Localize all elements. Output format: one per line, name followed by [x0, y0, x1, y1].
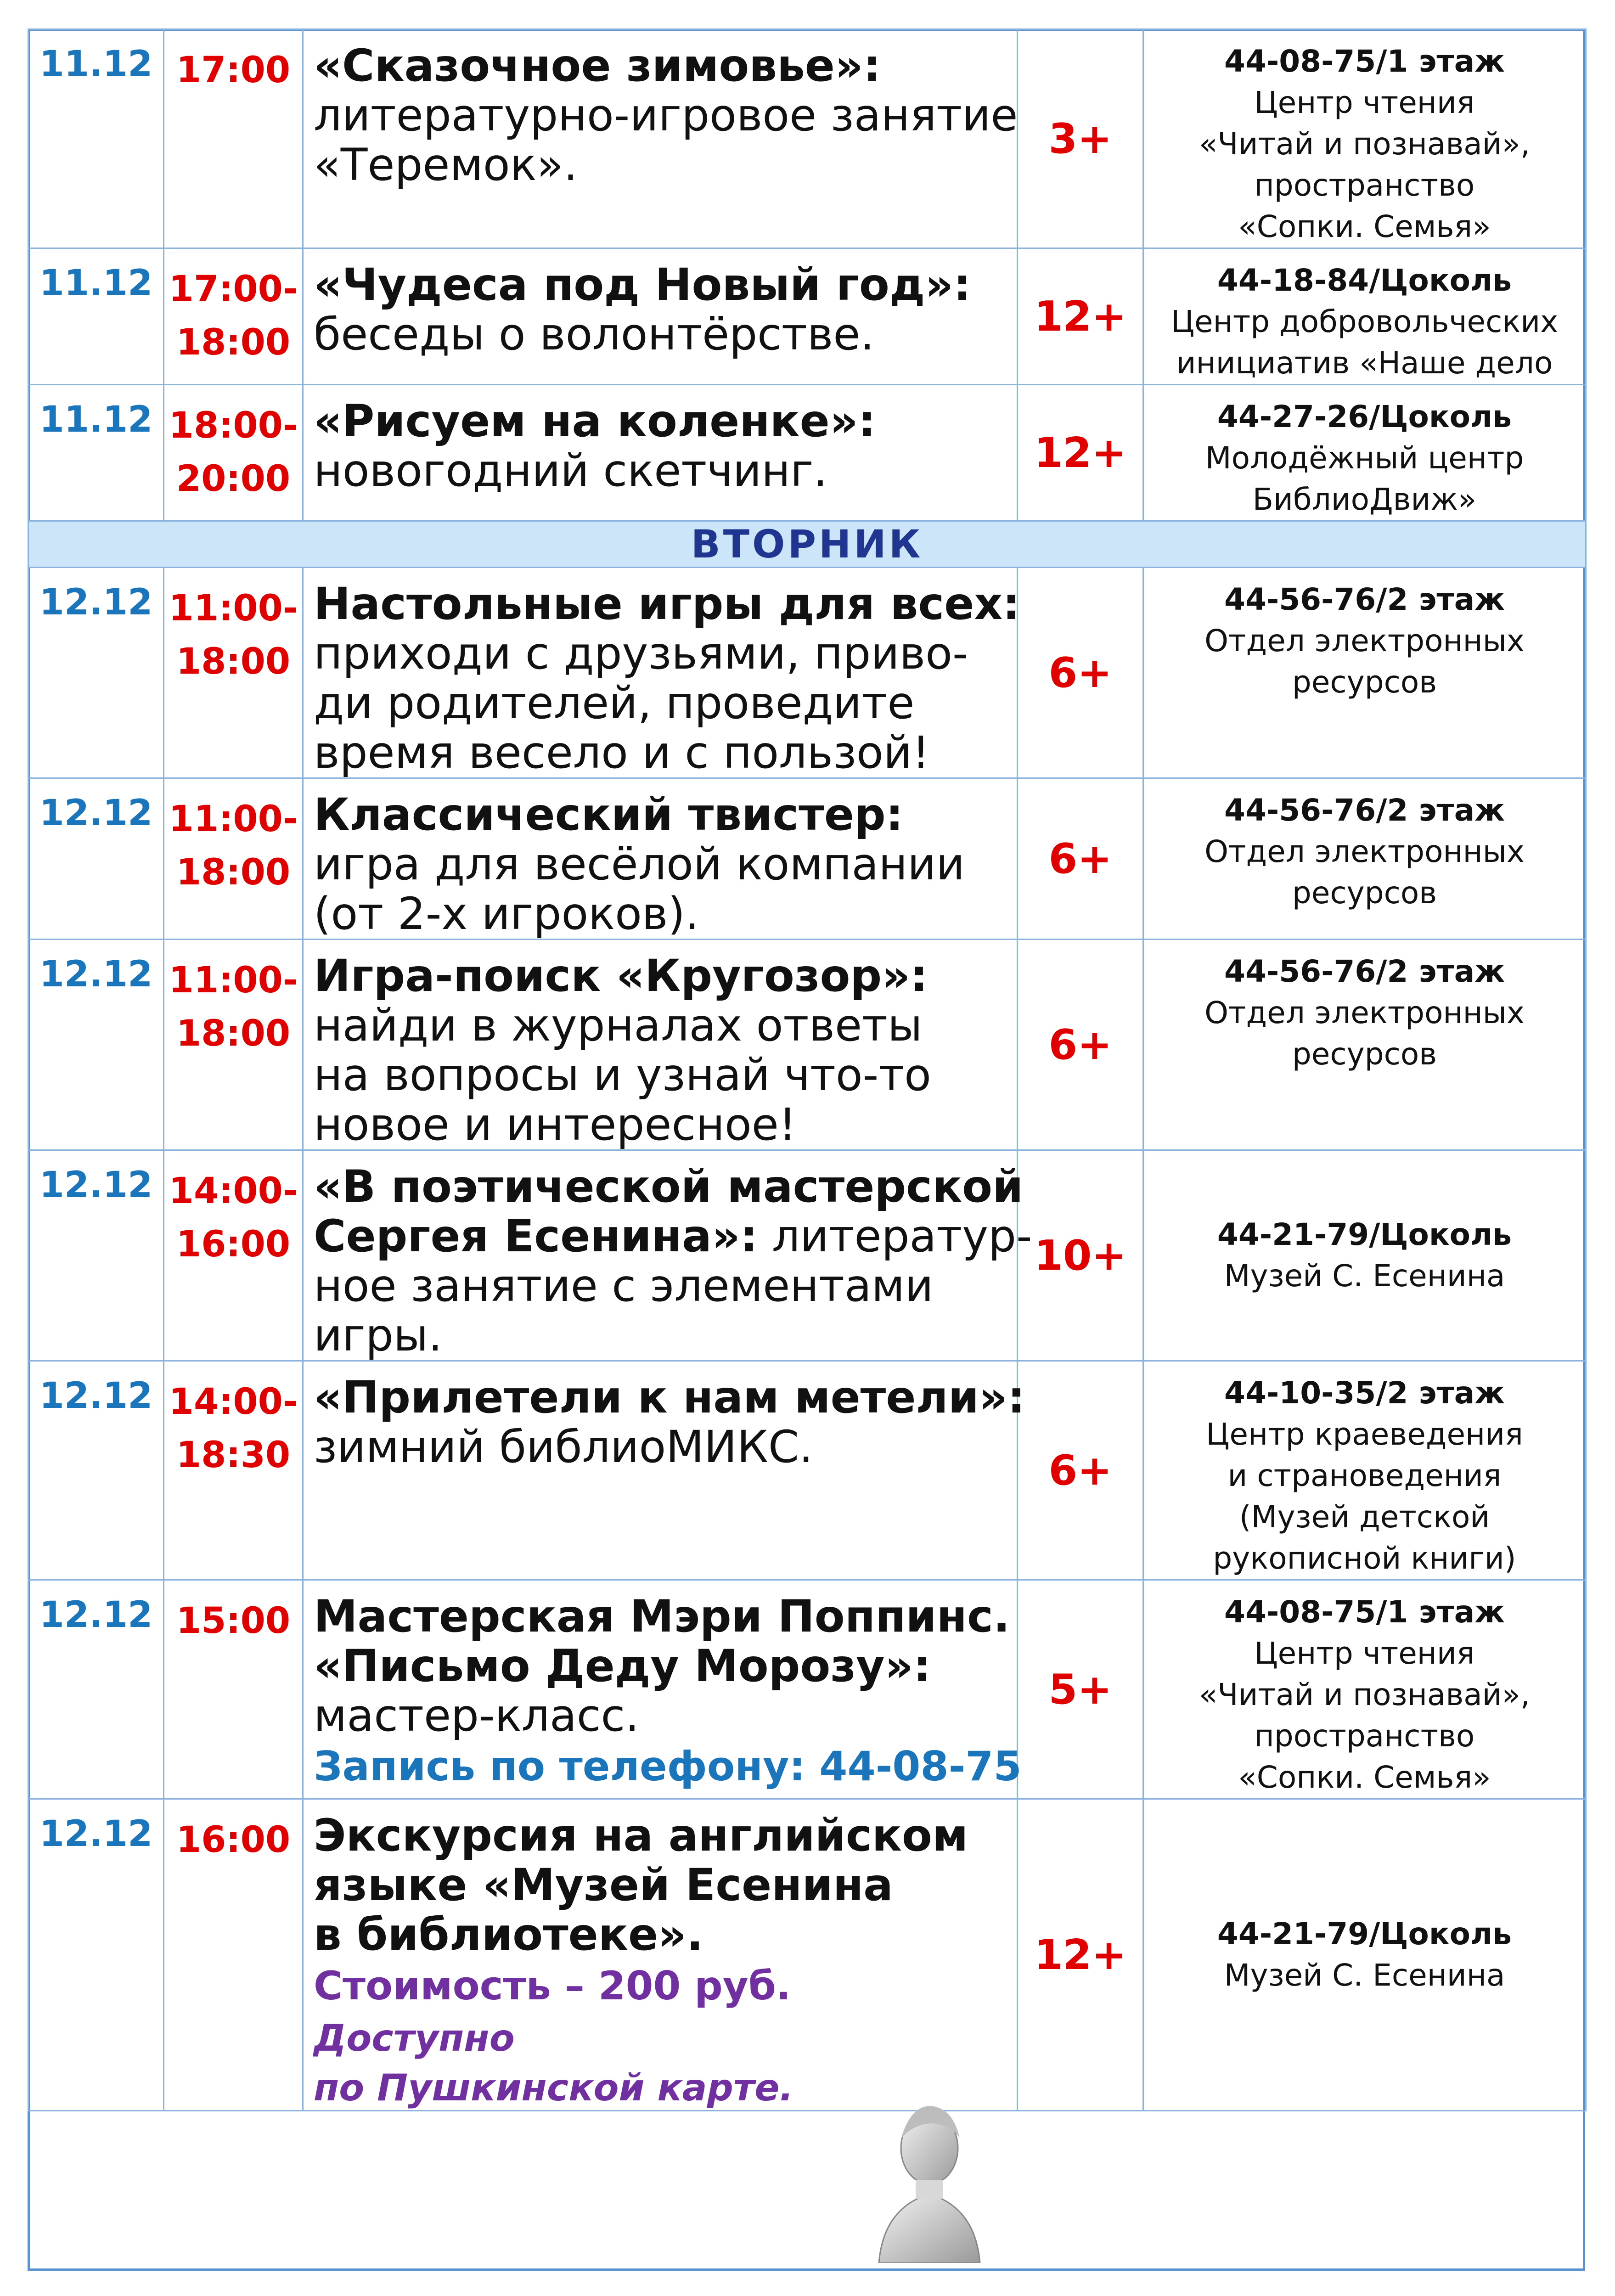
title-line	[314, 1641, 1007, 1691]
time-line: 18:30	[176, 1435, 291, 1476]
title-line	[314, 90, 1018, 141]
title-text: «Теремок».	[314, 139, 578, 191]
event-date: 12.12	[28, 1150, 164, 1361]
title-text: приходи с друзьями, приво-	[314, 628, 968, 679]
table-row	[28, 385, 1586, 521]
title-line	[314, 1372, 1025, 1423]
title-line	[314, 2011, 1007, 2060]
title-line	[314, 140, 1007, 190]
location-line: ресурсов	[1292, 664, 1437, 700]
location-line: Молодёжный центр	[1205, 440, 1524, 476]
age-rating: 6+	[1018, 778, 1143, 940]
title-line	[314, 1100, 1007, 1149]
age-rating: 6+	[1018, 1361, 1143, 1580]
location-phone: 44-21-79/Цоколь	[1217, 1916, 1512, 1952]
event-date: 12.12	[28, 1580, 164, 1799]
event-time	[164, 1150, 303, 1361]
title-text: Доступно	[314, 2017, 515, 2060]
location-line: пространство	[1254, 1718, 1475, 1754]
location-phone: 44-18-84/Цоколь	[1217, 263, 1512, 298]
event-date: 11.12	[28, 29, 164, 248]
title-line	[314, 446, 1007, 495]
event-location	[1143, 385, 1586, 521]
event-title	[303, 1799, 1018, 2111]
location-phone: 44-08-75/1 этаж	[1224, 44, 1505, 79]
time-line: 14:00-	[169, 1171, 298, 1212]
title-line	[314, 1691, 1007, 1740]
title-line	[314, 839, 1007, 889]
title-text: Сергея Есенина»:	[314, 1210, 758, 1262]
time-line: 16:00	[176, 1224, 291, 1265]
event-title	[303, 1150, 1032, 1361]
age-rating: 3+	[1018, 29, 1143, 248]
title-line	[314, 1591, 1010, 1642]
time-line: 14:00-	[169, 1381, 298, 1423]
location-phone: 44-56-76/2 этаж	[1224, 582, 1505, 617]
location-phone: 44-56-76/2 этаж	[1224, 793, 1505, 828]
location-line: и страноведения	[1227, 1458, 1502, 1493]
title-line	[314, 1050, 1007, 1100]
location-line: инициатив «Наше дело	[1176, 345, 1553, 381]
title-text: «В поэтической мастерской	[314, 1161, 1024, 1212]
title-line	[314, 951, 1007, 1001]
title-text: Экскурсия на английском	[314, 1810, 968, 1861]
event-location	[1143, 1150, 1586, 1361]
event-title	[303, 29, 1018, 248]
time-line: 17:00	[176, 50, 291, 91]
event-time	[164, 1361, 303, 1580]
title-text: литературно-игровое занятие	[314, 90, 1018, 141]
event-location	[1143, 1799, 1586, 2111]
title-text: ное занятие с элементами	[314, 1260, 934, 1311]
title-rest: литератур-	[758, 1210, 1032, 1262]
event-time	[164, 29, 303, 248]
title-text: Настольные игры для всех:	[314, 578, 1020, 630]
age-rating: 12+	[1018, 385, 1143, 521]
title-text: зимний библиоМИКС.	[314, 1421, 813, 1473]
time-line: 16:00	[176, 1819, 291, 1861]
table-row	[28, 248, 1586, 385]
event-date: 11.12	[28, 385, 164, 521]
event-location	[1143, 1361, 1586, 1580]
title-text: языке «Музей Есенина	[314, 1859, 893, 1911]
location-line: Отдел электронных	[1204, 623, 1525, 658]
title-text: на вопросы и узнай что-то	[314, 1049, 931, 1101]
title-text: ди родителей, проведите	[314, 677, 915, 729]
event-location	[1143, 1580, 1586, 1799]
table-row	[28, 940, 1586, 1150]
location-line: Отдел электронных	[1204, 834, 1525, 869]
time-line: 17:00-	[169, 269, 298, 310]
title-text: беседы о волонтёрстве.	[314, 309, 874, 360]
title-line	[314, 41, 1007, 90]
title-line	[314, 678, 1007, 728]
event-date: 12.12	[28, 940, 164, 1150]
location-line: (Музей детской	[1239, 1499, 1490, 1535]
title-text: новогодний скетчинг.	[314, 445, 827, 496]
location-phone: 44-27-26/Цоколь	[1217, 399, 1512, 434]
title-text: «Письмо Деду Морозу»:	[314, 1640, 931, 1692]
title-text: найди в журналах ответы	[314, 1000, 923, 1051]
table-row	[28, 1799, 1586, 2111]
event-title	[303, 778, 1018, 940]
time-line: 20:00	[176, 458, 291, 500]
age-rating: 5+	[1018, 1580, 1143, 1799]
age-rating: 12+	[1018, 1799, 1143, 2111]
title-line	[314, 889, 1007, 939]
title-line	[314, 1422, 1007, 1472]
title-line	[314, 1001, 1007, 1050]
title-text: (от 2-х игроков).	[314, 888, 699, 940]
event-location	[1143, 248, 1586, 385]
event-title	[303, 248, 1018, 385]
location-line: «Читай и познавай»,	[1199, 126, 1530, 162]
location-line: «Сопки. Семья»	[1238, 209, 1491, 244]
location-line: Центр чтения	[1254, 1636, 1475, 1671]
location-phone: 44-10-35/2 этаж	[1224, 1375, 1505, 1411]
table-row	[28, 778, 1586, 940]
location-phone: 44-56-76/2 этаж	[1224, 954, 1505, 989]
title-line	[314, 1860, 1007, 1910]
event-location	[1143, 940, 1586, 1150]
time-line: 18:00	[176, 852, 291, 893]
title-text: «Сказочное зимовье»:	[314, 40, 881, 91]
table-row	[28, 29, 1586, 248]
location-line: «Читай и познавай»,	[1199, 1677, 1530, 1712]
location-line: ресурсов	[1292, 1036, 1437, 1072]
title-text: «Рисуем на коленке»:	[314, 395, 876, 447]
table-row	[28, 1150, 1586, 1361]
location-line: Центр чтения	[1254, 85, 1475, 120]
title-text: Запись по телефону: 44-08-75	[314, 1743, 1022, 1790]
time-line: 18:00	[176, 641, 291, 682]
schedule-table	[28, 28, 1587, 2111]
time-line: 18:00	[176, 322, 291, 363]
location-phone: 44-21-79/Цоколь	[1217, 1217, 1512, 1252]
event-location	[1143, 568, 1586, 778]
title-line	[314, 1311, 1007, 1360]
event-title	[303, 568, 1018, 778]
title-line	[314, 260, 1007, 310]
title-line	[314, 1959, 1007, 2011]
time-line: 11:00-	[169, 960, 298, 1001]
event-time	[164, 1799, 303, 2111]
event-time	[164, 385, 303, 521]
title-line	[314, 1740, 1022, 1791]
title-line	[314, 1811, 1007, 1860]
title-text: в библиотеке».	[314, 1909, 703, 1960]
title-line	[314, 1161, 1024, 1212]
location-line: ресурсов	[1292, 875, 1437, 911]
title-line	[314, 629, 1007, 678]
title-text: время весело и с пользой!	[314, 727, 930, 778]
location-line: Музей С. Есенина	[1224, 1958, 1505, 1993]
day-header-row	[28, 521, 1586, 568]
title-line	[314, 728, 1007, 777]
pushkin-bust-icon	[847, 2098, 1012, 2263]
location-line: БиблиоДвиж»	[1252, 482, 1477, 517]
title-text: «Чудеса под Новый год»:	[314, 259, 971, 310]
title-text: Стоимость – 200 руб.	[314, 1963, 791, 2009]
location-line: «Сопки. Семья»	[1238, 1760, 1491, 1795]
age-rating: 10+	[1018, 1150, 1143, 1361]
location-line: Музей С. Есенина	[1224, 1258, 1505, 1294]
location-line: Отдел электронных	[1204, 995, 1525, 1030]
day-header: ВТОРНИК	[28, 521, 1586, 568]
title-text: Игра-поиск «Кругозор»:	[314, 950, 928, 1002]
time-line: 18:00-	[169, 405, 298, 446]
time-line: 15:00	[176, 1600, 291, 1642]
event-date: 11.12	[28, 248, 164, 385]
title-line	[314, 1910, 1007, 1959]
time-line: 11:00-	[169, 588, 298, 629]
table-row	[28, 568, 1586, 778]
time-line: 11:00-	[169, 799, 298, 840]
location-phone: 44-08-75/1 этаж	[1224, 1594, 1505, 1630]
event-title	[303, 385, 1018, 521]
title-text: Классический твистер:	[314, 789, 904, 840]
location-line: Центр краеведения	[1206, 1417, 1523, 1452]
title-line	[314, 1210, 1032, 1262]
title-text: новое и интересное!	[314, 1099, 797, 1150]
age-rating: 12+	[1018, 248, 1143, 385]
title-line	[314, 310, 1007, 359]
time-line: 18:00	[176, 1013, 291, 1054]
location-line: пространство	[1254, 168, 1475, 203]
location-line: Центр добровольческих	[1170, 304, 1559, 339]
location-line: рукописной книги)	[1213, 1541, 1516, 1576]
event-title	[303, 1361, 1025, 1580]
title-text: игра для весёлой компании	[314, 838, 965, 890]
title-text: Мастерская Мэри Поппинс.	[314, 1591, 1010, 1642]
event-date: 12.12	[28, 778, 164, 940]
age-rating: 6+	[1018, 568, 1143, 778]
title-text: по Пушкинской карте.	[314, 2066, 793, 2109]
event-time	[164, 778, 303, 940]
event-location	[1143, 29, 1586, 248]
title-text: мастер-класс.	[314, 1690, 639, 1741]
age-rating: 6+	[1018, 940, 1143, 1150]
title-line	[314, 396, 1007, 446]
title-text: «Прилетели к нам метели»:	[314, 1372, 1025, 1423]
event-time	[164, 568, 303, 778]
table-row	[28, 1580, 1586, 1799]
event-location	[1143, 778, 1586, 940]
event-time	[164, 248, 303, 385]
event-date: 12.12	[28, 568, 164, 778]
event-time	[164, 1580, 303, 1799]
event-title	[303, 1580, 1022, 1799]
title-line	[314, 1261, 1007, 1311]
table-row	[28, 1361, 1586, 1580]
event-title	[303, 940, 1018, 1150]
event-time	[164, 940, 303, 1150]
event-date: 12.12	[28, 1361, 164, 1580]
title-line	[314, 578, 1020, 630]
title-text: игры.	[314, 1310, 443, 1361]
title-line	[314, 790, 1007, 839]
event-date: 12.12	[28, 1799, 164, 2111]
